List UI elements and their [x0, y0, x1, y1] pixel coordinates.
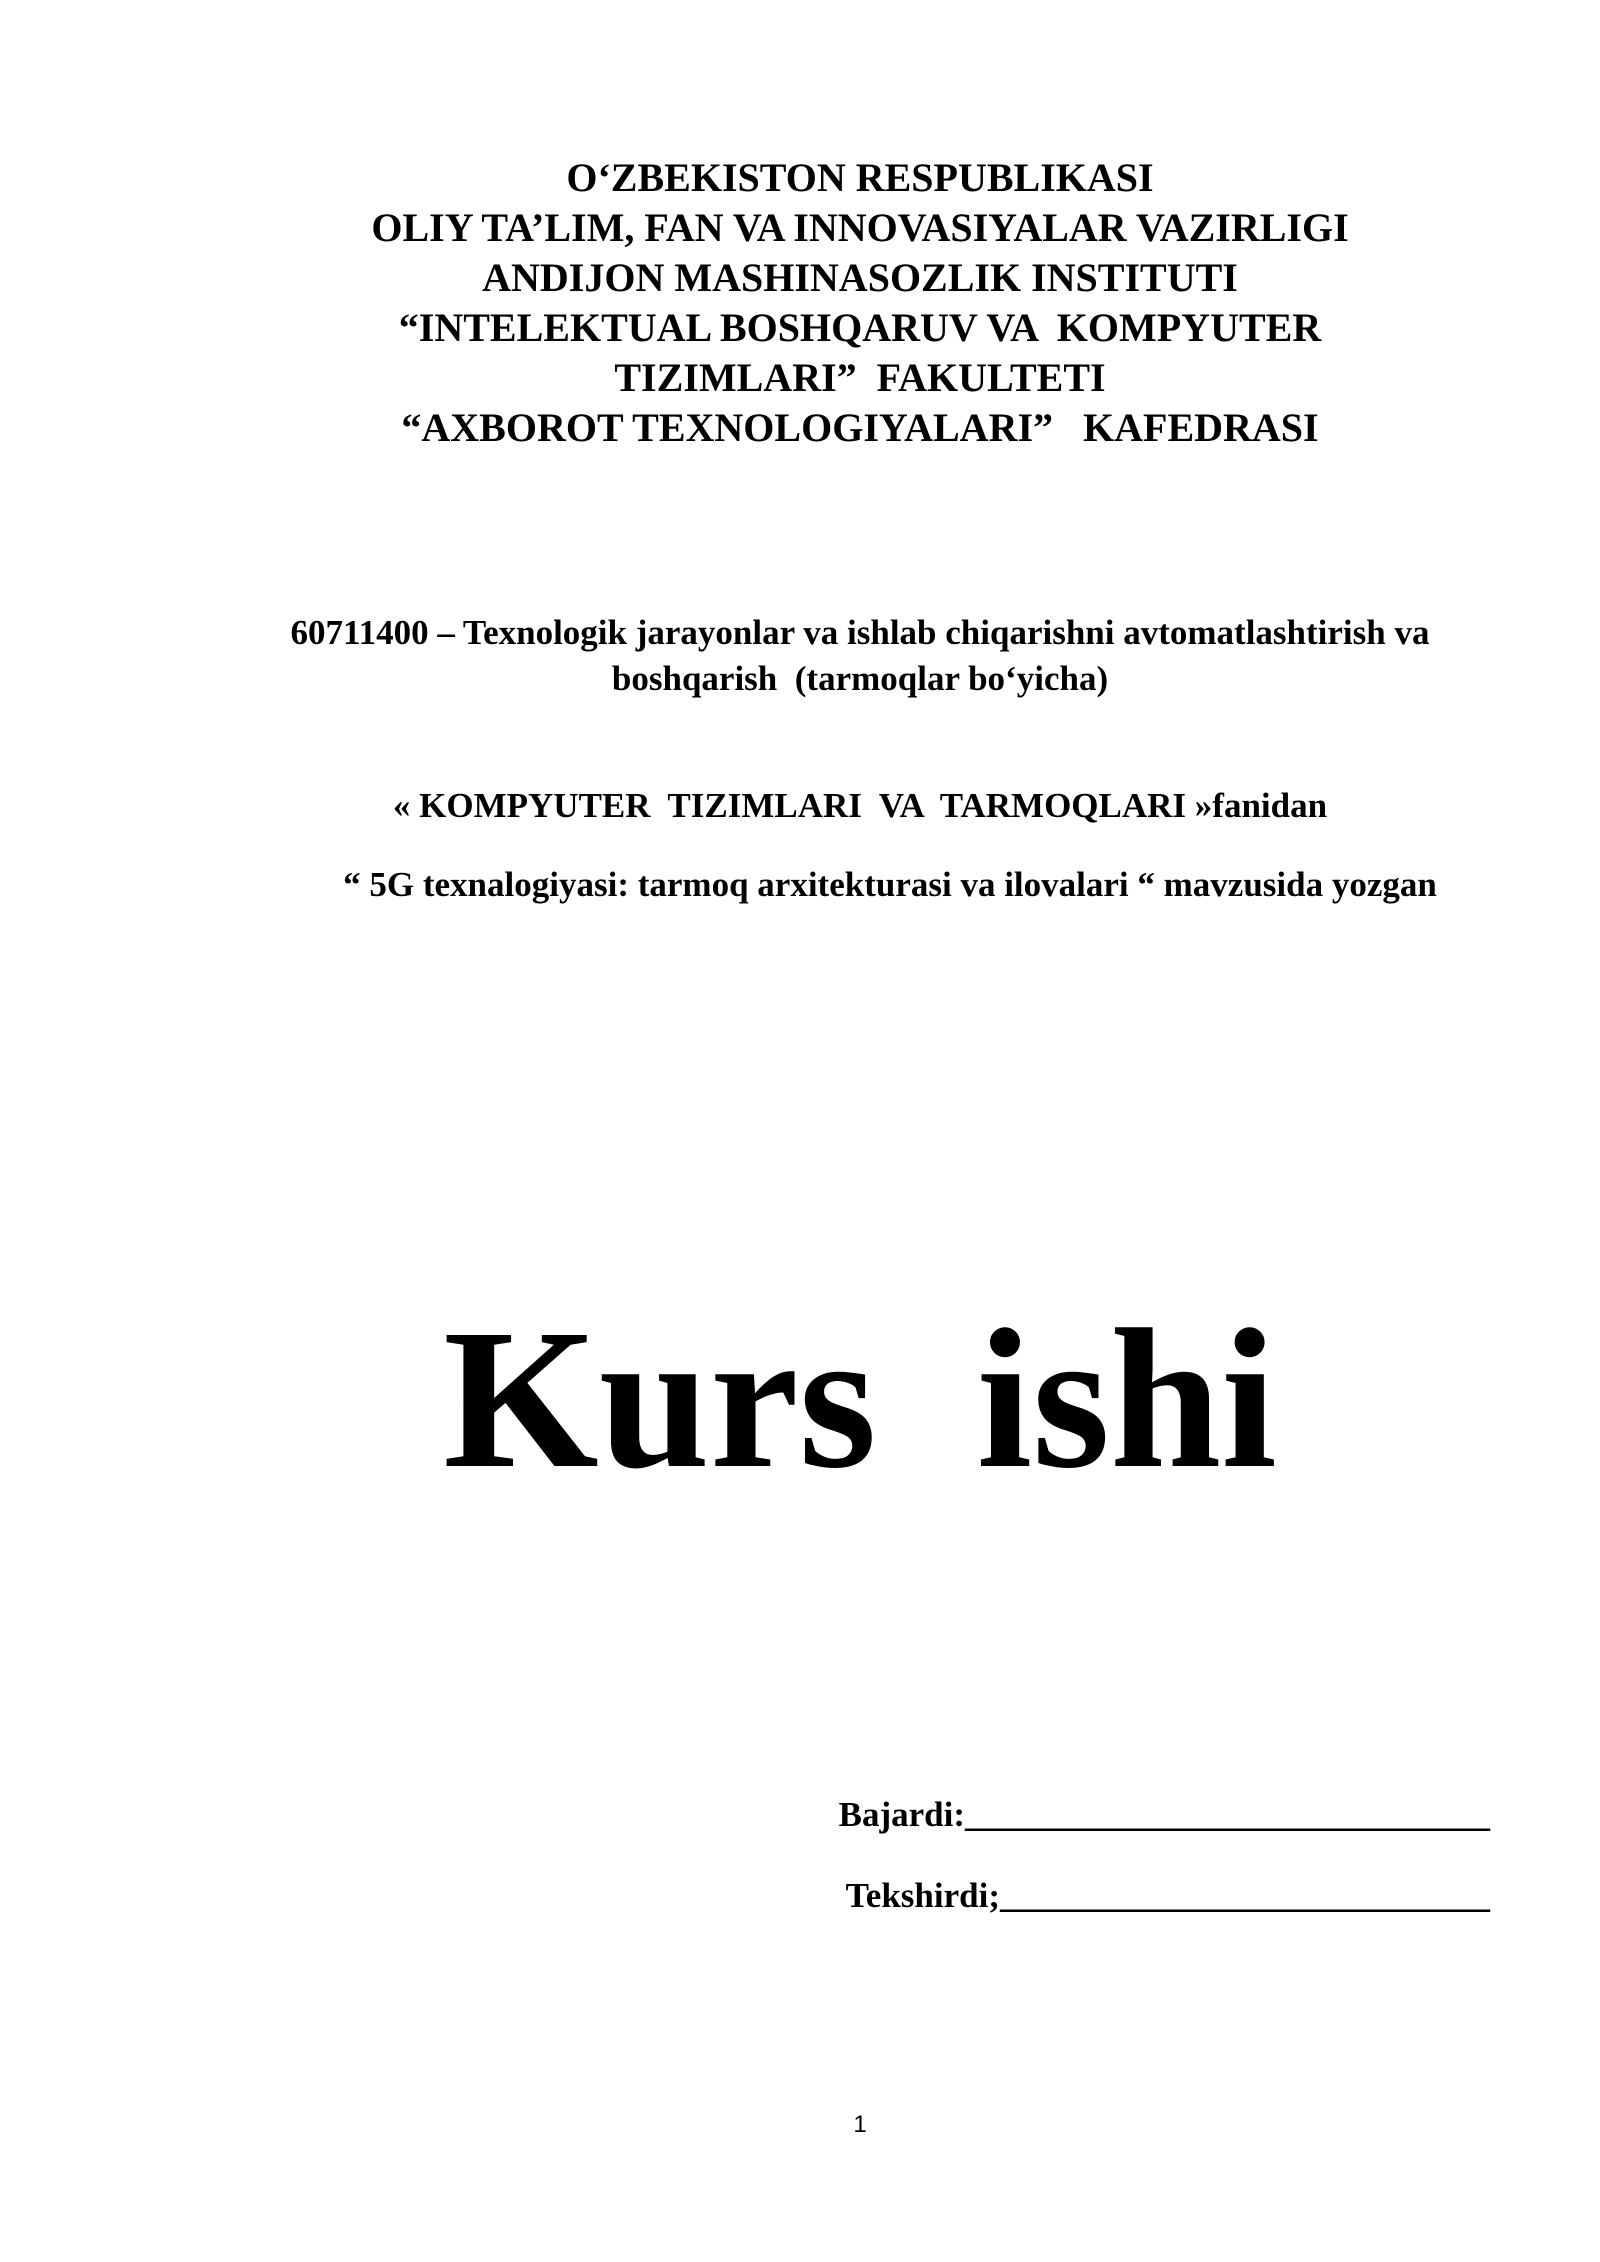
header-line-country: O‘ZBEKISTON RESPUBLIKASI [566, 155, 1154, 200]
header-line-ministry: OLIY TA’LIM, FAN VA INNOVASIYALAR VAZIRLIGI [371, 205, 1349, 250]
header-line-faculty-1: “INTELEKTUAL BOSHQARUV VA KOMPYUTER [398, 305, 1322, 350]
header-line-institute: ANDIJON MASHINASOZLIK INSTITUTI [482, 255, 1238, 300]
page-title: Kurs ishi [443, 1289, 1277, 1510]
specialty-line-2: boshqarish (tarmoqlar bo‘yicha) [611, 659, 1109, 698]
checked-by-line: Tekshirdi;____________________________ [845, 1876, 1490, 1915]
specialty-line-1: 60711400 – Texnologik jarayonlar va ishlab chiqarishni avtomatlashtirish va [290, 613, 1430, 652]
performed-by-line: Bajardi:______________________________ [838, 1795, 1490, 1834]
header-line-department: “AXBOROT TEXNOLOGIYALARI” KAFEDRASI [401, 405, 1319, 450]
header-line-faculty-2: TIZIMLARI” FAKULTETI [614, 355, 1106, 400]
page-number: 1 [853, 2111, 867, 2138]
subject-line: « KOMPYUTER TIZIMLARI VA TARMOQLARI »fanidan [392, 786, 1328, 825]
specialty-block [0, 610, 1600, 702]
institution-header [0, 153, 1600, 453]
topic-line: “ 5G texnalogiyasi: tarmoq arxitekturasi va ilovalari “ mavzusida yozgan [343, 865, 1437, 904]
